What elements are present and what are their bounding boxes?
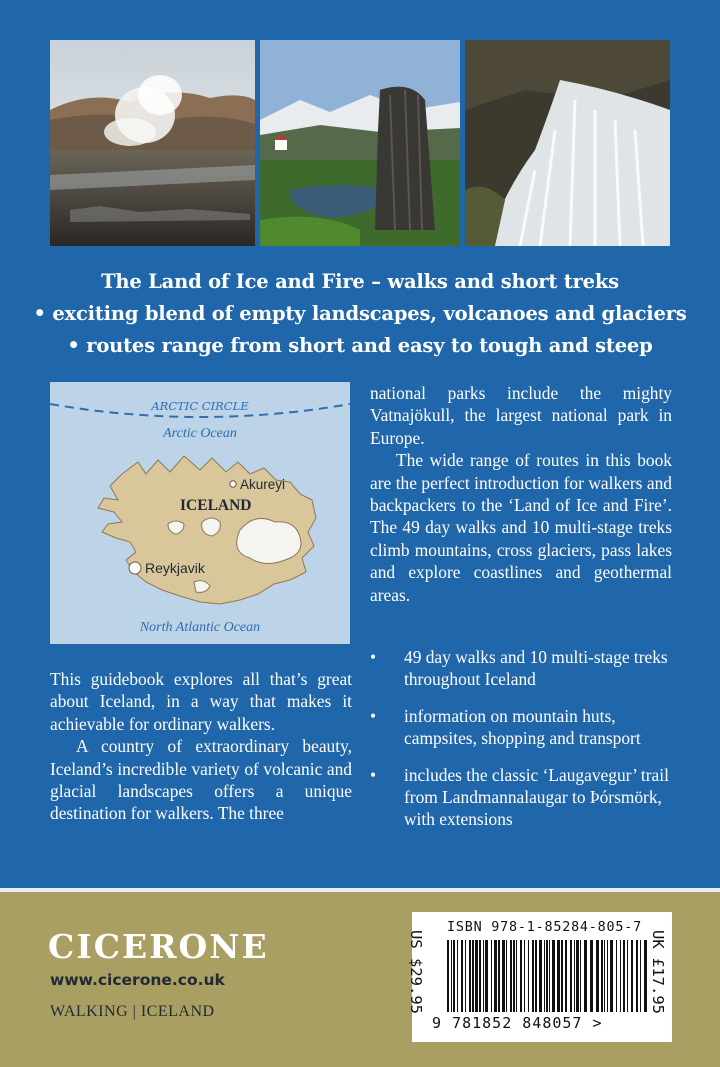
barcode-bar (596, 940, 599, 1012)
right-paragraph-2: The wide range of routes in this book are the perfect introduction for walkers and backpackers to the ‘Land of Ice and Fire’. The 49 day walks and 10 multi-stage treks climb mountains, cross glaciers, pass lakes and explore coastlines and geothermal areas. (370, 450, 672, 605)
barcode-bar (584, 940, 587, 1012)
barcode-bar (590, 940, 593, 1012)
barcode-bar (472, 940, 474, 1012)
barcode-bar (498, 940, 500, 1012)
barcode-bar (453, 940, 455, 1012)
headline-title: The Land of Ice and Fire – walks and short treks (101, 270, 619, 293)
headline-feature-2: • routes range from short and easy to tough and steep (67, 334, 653, 357)
barcode-bar (532, 940, 534, 1012)
bullet-item (370, 705, 680, 750)
uk-price: UK £17.95 (649, 930, 667, 1014)
bullet-text: includes the classic ‘Laugavegur’ trail from Landmannalaugar to Þórsmörk, with extensions (404, 764, 669, 830)
barcode-bar (631, 940, 633, 1012)
bullet-text: information on mountain huts, campsites, shopping and transport (404, 705, 641, 749)
barcode-bar (494, 940, 497, 1012)
barcode-bar (510, 940, 512, 1012)
barcode-bar (516, 940, 517, 1012)
barcode-bar (623, 940, 625, 1012)
barcode-bar (451, 940, 452, 1012)
barcode-bar (469, 940, 471, 1012)
barcode-bar (520, 940, 522, 1012)
bullet-item (370, 764, 680, 831)
barcode-bar (544, 940, 545, 1012)
map-label-arctic-ocean: Arctic Ocean (163, 426, 237, 441)
body-text-right (370, 382, 672, 606)
barcode-bar (506, 940, 507, 1012)
left-paragraph-2: A country of extraordinary beauty, Iceland’s incredible variety of volcanic and glacial landscapes offers a unique destination for walkers. The three (50, 736, 352, 824)
publisher-url[interactable]: www.cicerone.co.uk (50, 971, 225, 989)
barcode-bar (549, 940, 550, 1012)
map-label-north-atlantic: North Atlantic Ocean (139, 620, 261, 635)
body-text-left (50, 668, 352, 825)
barcode-bar (601, 940, 603, 1012)
barcode-bar (485, 940, 488, 1012)
cicerone-logo: CICERONE (48, 927, 269, 966)
barcode-bar (479, 940, 481, 1012)
barcode-bar (535, 940, 537, 1012)
map-label-iceland: ICELAND (180, 497, 252, 514)
barcode-bar (620, 940, 621, 1012)
photo-waterfall (465, 40, 670, 246)
vatnajokull-glacier (237, 518, 301, 563)
map-label-akureyri: Akureyi (240, 477, 286, 492)
photo-geothermal-steam (50, 40, 255, 246)
barcode-bar (557, 940, 560, 1012)
barcode-bar (580, 940, 581, 1012)
reykjavik-marker (129, 562, 141, 574)
barcode-bar (640, 940, 641, 1012)
barcode-bar (461, 940, 463, 1012)
barcode-bar (576, 940, 579, 1012)
barcode-bar (528, 940, 529, 1012)
barcode-bar (636, 940, 638, 1012)
barcode-bar (483, 940, 484, 1012)
left-paragraph-1: This guidebook explores all that’s great about Iceland, in a way that makes it achievable for ordinary walkers. (50, 669, 352, 734)
barcode-bar (491, 940, 492, 1012)
photo-basalt-coast (260, 40, 460, 246)
barcode-bar (524, 940, 525, 1012)
bullet-symbol: • (370, 705, 377, 726)
barcode-bar (607, 940, 608, 1012)
barcode-bar (457, 940, 458, 1012)
barcode-bar (502, 940, 505, 1012)
right-paragraph-1: national parks include the mighty Vatnajökull, the largest national park in Europe. (370, 383, 672, 448)
barcode-number: 9 781852 848057 > (432, 1014, 603, 1032)
barcode-bar (616, 940, 617, 1012)
barcode-bar (604, 940, 605, 1012)
isbn-label: ISBN 978-1-85284-805-7 (447, 920, 642, 935)
barcode-bar (465, 940, 466, 1012)
bullet-text: 49 day walks and 10 multi-stage treks throughout Iceland (404, 647, 668, 690)
map-label-arctic-circle: ARCTIC CIRCLE (151, 399, 249, 413)
bullet-item (370, 646, 680, 691)
barcode-bar (539, 940, 542, 1012)
barcode-bar (610, 940, 613, 1012)
barcode-bar (475, 940, 478, 1012)
barcode-bar (570, 940, 572, 1012)
barcode-bar (546, 940, 548, 1012)
barcode-bar (627, 940, 628, 1012)
barcode-bar (565, 940, 567, 1012)
barcode-bar (574, 940, 575, 1012)
map-label-reykjavik: Reykjavik (145, 560, 205, 576)
bullet-symbol: • (370, 647, 377, 667)
series-label: WALKING | ICELAND (50, 1003, 215, 1020)
barcode-bar (561, 940, 563, 1012)
barcode-bar (513, 940, 515, 1012)
headline-feature-1: • exciting blend of empty landscapes, volcanoes and glaciers (33, 302, 687, 325)
feature-bullet-list (370, 646, 680, 845)
barcode-bars (447, 940, 647, 1012)
barcode-bar (644, 940, 647, 1012)
us-price: US $29.95 (407, 930, 425, 1014)
bullet-symbol: • (370, 764, 377, 785)
barcode-bar (552, 940, 555, 1012)
akureyri-marker (230, 481, 236, 487)
barcode-bar (447, 940, 449, 1012)
iceland-map (50, 382, 350, 644)
